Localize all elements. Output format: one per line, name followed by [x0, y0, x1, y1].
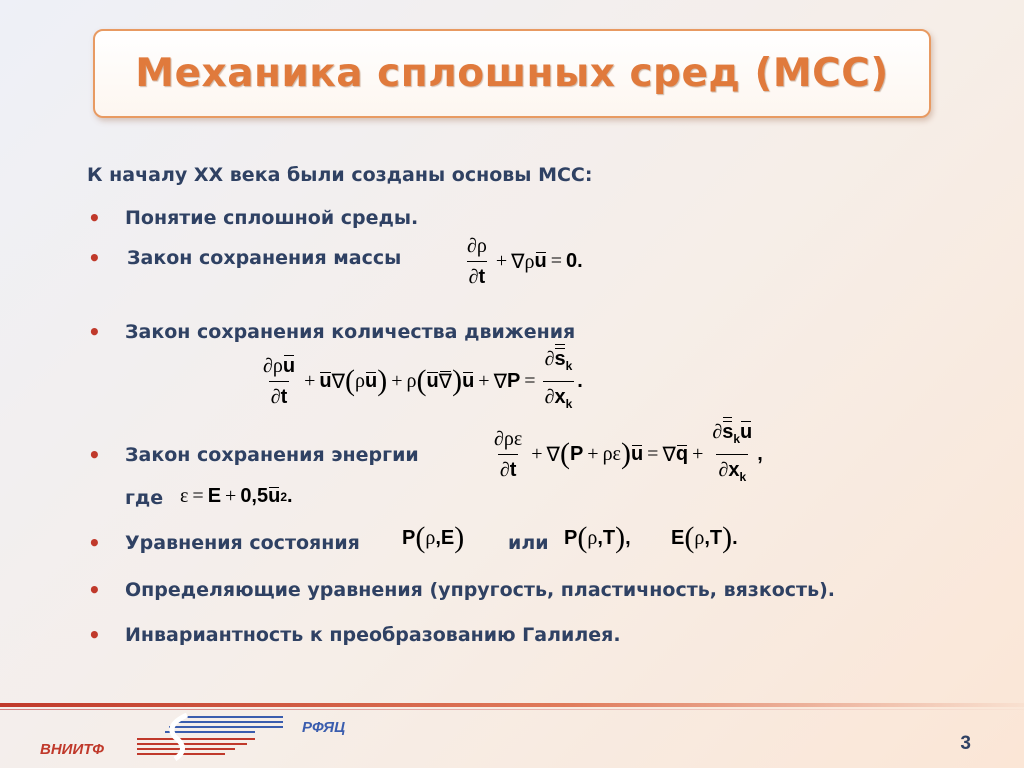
- vniitf-logo-text: ВНИИТФ: [40, 741, 104, 758]
- slide-title: Механика сплошных сред (МСС): [135, 51, 889, 96]
- or-label: или: [508, 532, 549, 554]
- formula-state-p-rho-e: P ( ρ ,E ): [402, 520, 465, 554]
- formula-momentum-conservation: $\frac{\partial\rho u}{\partial t}$ + u ∇ ( ρ u ) + ρ ( u ∇ ) u + ∇ P = $\frac{\partial s_k}{\partial x_k}$ .: [258, 346, 583, 417]
- bullet-marker: •: [88, 623, 101, 647]
- bullet-marker: •: [88, 320, 101, 344]
- where-label: где: [125, 487, 164, 509]
- bullet-galilean-invariance: Инвариантность к преобразованию Галилея.: [125, 624, 621, 646]
- footer-divider: [0, 703, 1024, 707]
- formula-state-p-rho-t: P ( ρ ,T ) ,: [564, 520, 631, 554]
- page-number: 3: [960, 733, 971, 754]
- footer-divider-thin: [0, 709, 1024, 710]
- bullet-momentum-conservation: Закон сохранения количества движения: [125, 321, 576, 343]
- bullet-marker: •: [88, 531, 101, 555]
- bullet-marker: •: [88, 246, 101, 270]
- formula-energy-conservation: $\frac{\partial\rho\varepsilon}{\partial t}$ + ∇ ( P + ρε ) u = ∇ q + $\frac{\partial s_ku}{\partial x_k}$ ,: [489, 419, 763, 490]
- bullet-constitutive-equations: Определяющие уравнения (упругость, пластичность, вязкость).: [125, 579, 835, 601]
- bullet-continuum-concept: Понятие сплошной среды.: [125, 207, 419, 229]
- bullet-mass-conservation: Закон сохранения массы: [127, 247, 402, 269]
- formula-mass-conservation: $\frac{\partial\rho}{\partial t}$ + ∇ρ u = 0.: [467, 235, 583, 288]
- bullet-marker: •: [88, 578, 101, 602]
- bullet-marker: •: [88, 206, 101, 230]
- rfyac-logo-text: РФЯЦ: [302, 719, 346, 736]
- institute-logo-emblem: [135, 713, 285, 761]
- title-box: [93, 29, 931, 118]
- bullet-equations-of-state: Уравнения состояния: [125, 532, 360, 554]
- intro-text: К началу ХХ века были созданы основы МСС:: [87, 164, 593, 186]
- formula-state-e-rho-t: E ( ρ ,T ) .: [671, 520, 738, 554]
- bullet-energy-conservation: Закон сохранения энергии: [125, 444, 419, 466]
- formula-specific-energy: ε = E + 0,5 u 2 .: [180, 485, 293, 507]
- bullet-marker: •: [88, 443, 101, 467]
